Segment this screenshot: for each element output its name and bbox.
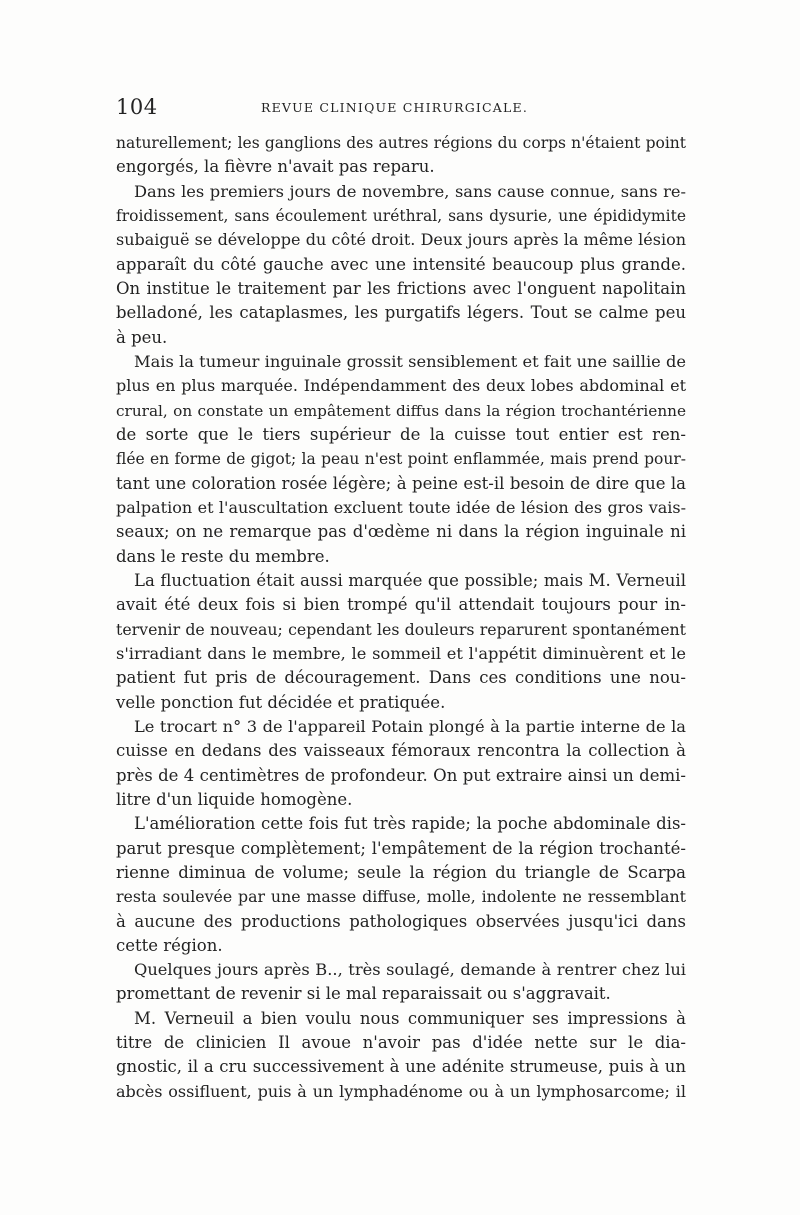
text-line: abcès ossifluent, puis à un lymphadénome ou à un lymphosarcome; il — [116, 1081, 686, 1101]
text-line: flée en forme de gigot; la peau n'est point enflammée, mais prend pour- — [116, 450, 686, 469]
journal-title: REVUE CLINIQUE CHIRURGICALE. — [261, 100, 529, 115]
text-line: patient fut pris de découragement. Dans ces conditions une nou- — [116, 668, 686, 688]
text-line: resta soulevée par une masse diffuse, molle, indolente ne ressemblant — [116, 887, 686, 907]
text-line: plus en plus marquée. Indépendamment des deux lobes abdominal et — [116, 376, 686, 396]
text-line: s'irradiant dans le membre, le sommeil et l'appétit diminuèrent et le — [116, 643, 686, 663]
text-line: promettant de revenir si le mal reparaissait ou s'aggravait. — [116, 984, 611, 1004]
text-line: cette région. — [116, 935, 223, 955]
text-line: engorgés, la fièvre n'avait pas reparu. — [116, 157, 435, 177]
text-line: avait été deux fois si bien trompé qu'il attendait toujours pour in- — [116, 595, 686, 615]
text-line: tervenir de nouveau; cependant les douleurs reparurent spontanément — [116, 619, 686, 639]
running-head — [116, 92, 686, 122]
text-line: tant une coloration rosée légère; à peine est-il besoin de dire que la — [116, 473, 686, 493]
text-line: parut presque complètement; l'empâtement de la région trochanté- — [116, 838, 686, 858]
text-line: froidissement, sans écoulement uréthral, sans dysurie, une épididymite — [116, 206, 686, 225]
text-line: seaux; on ne remarque pas d'œdème ni dans la région inguinale ni — [116, 522, 686, 542]
text-line: crural, on constate un empâtement diffus dans la région trochantérienne — [116, 401, 686, 420]
page-number: 104 — [116, 95, 158, 119]
text-line: Dans les premiers jours de novembre, sans cause connue, sans re- — [134, 181, 686, 201]
text-line: gnostic, il a cru successivement à une adénite strumeuse, puis à un — [116, 1057, 686, 1077]
text-line: à aucune des productions pathologiques observées jusqu'ici dans — [116, 911, 686, 931]
text-line: On institue le traitement par les frictions avec l'onguent napolitain — [116, 278, 686, 298]
text-line: La fluctuation était aussi marquée que possible; mais M. Verneuil — [134, 570, 686, 590]
text-line: L'amélioration cette fois fut très rapide; la poche abdominale dis- — [134, 814, 686, 834]
body-text — [116, 131, 686, 1104]
text-line: belladoné, les cataplasmes, les purgatifs légers. Tout se calme peu — [116, 303, 686, 323]
text-line: de sorte que le tiers supérieur de la cuisse tout entier est ren- — [116, 424, 686, 444]
text-line: naturellement; les ganglions des autres régions du corps n'étaient point — [116, 134, 686, 152]
text-line: Quelques jours après B.., très soulagé, demande à rentrer chez lui — [134, 960, 686, 980]
text-line: Le trocart n° 3 de l'appareil Potain plongé à la partie interne de la — [134, 716, 686, 736]
text-line: Mais la tumeur inguinale grossit sensiblement et fait une saillie de — [134, 351, 686, 371]
text-line: velle ponction fut décidée et pratiquée. — [116, 692, 446, 712]
text-line: près de 4 centimètres de profondeur. On put extraire ainsi un demi- — [116, 765, 686, 785]
text-line: litre d'un liquide homogène. — [116, 789, 353, 809]
text-line: à peu. — [116, 327, 168, 347]
text-line: rienne diminua de volume; seule la région du triangle de Scarpa — [116, 862, 686, 882]
text-line: subaiguë se développe du côté droit. Deux jours après la même lésion — [116, 230, 686, 250]
text-line: dans le reste du membre. — [116, 546, 330, 566]
text-line: apparaît du côté gauche avec une intensité beaucoup plus grande. — [116, 254, 686, 274]
text-line: M. Verneuil a bien voulu nous communiquer ses impressions à — [134, 1008, 686, 1028]
text-line: palpation et l'auscultation excluent toute idée de lésion des gros vais- — [116, 497, 686, 517]
text-line: titre de clinicien Il avoue n'avoir pas d'idée nette sur le dia- — [116, 1033, 686, 1053]
text-line: cuisse en dedans des vaisseaux fémoraux rencontra la collection à — [116, 741, 686, 761]
